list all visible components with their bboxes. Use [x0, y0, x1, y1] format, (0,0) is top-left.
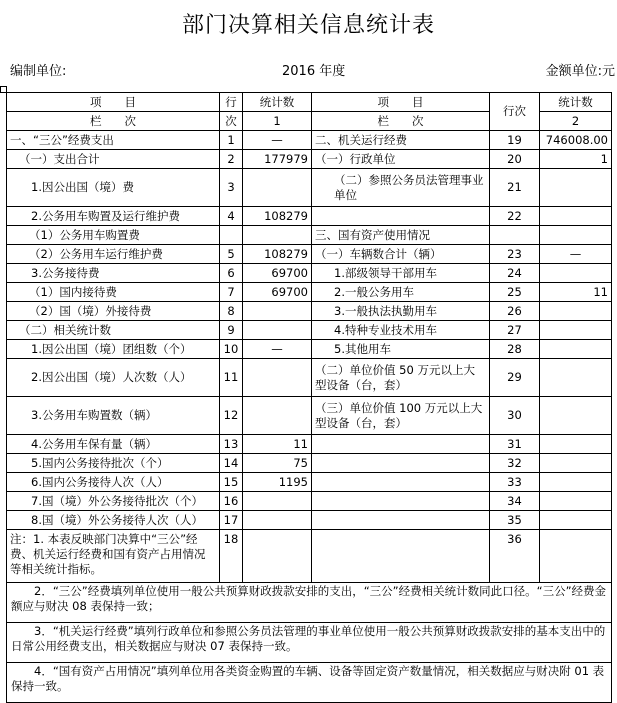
right-stat-value [540, 302, 612, 321]
left-row-no: 17 [220, 511, 243, 530]
table-row [7, 283, 612, 302]
footnote-text: 2．“三公”经费填列单位使用一般公共预算财政拨款安排的支出，“三公”经费相关统计数同此口径。“三公”经费金额应与财决 08 表保持一致； [7, 583, 612, 623]
left-stat-value [243, 226, 312, 245]
right-row-no: 21 [490, 169, 540, 207]
left-item: 6.国内公务接待人次（人） [7, 473, 220, 492]
left-row-no: 16 [220, 492, 243, 511]
footnote-text: 4．“国有资产占用情况”填列单位用各类资金购置的车辆、设备等固定资产数量情况，相关数据应与财决附 01 表保持一致。 [7, 663, 612, 703]
left-row-no: 2 [220, 150, 243, 169]
left-stat-value [243, 359, 312, 397]
left-stat-value [243, 397, 312, 435]
amount-unit-label: 金额单位:元 [545, 64, 615, 79]
header-item: 项 目 [7, 93, 220, 112]
left-item: 2.公务用车购置及运行维护费 [7, 207, 220, 226]
right-stat-value [540, 321, 612, 340]
right-item: （三）单位价值 100 万元以上大型设备（台，套） [312, 397, 490, 435]
right-row-no: 25 [490, 283, 540, 302]
footnote-row [7, 583, 612, 623]
table-row [7, 511, 612, 530]
right-row-no: 19 [490, 131, 540, 150]
right-item [312, 435, 490, 454]
left-stat-value: 1195 [243, 473, 312, 492]
right-row-no: 33 [490, 473, 540, 492]
left-stat-value [243, 321, 312, 340]
fiscal-year: 2016 年度 [282, 64, 346, 79]
right-row-no: 23 [490, 245, 540, 264]
right-row-no: 28 [490, 340, 540, 359]
right-stat-value [540, 530, 612, 583]
left-stat-value [243, 302, 312, 321]
header-col: 栏 次 [7, 112, 220, 131]
left-stat-value [243, 511, 312, 530]
left-stat-value: 108279 [243, 207, 312, 226]
header-col-no-left: 1 [243, 112, 312, 131]
compiling-unit-label: 编制单位: [10, 64, 67, 79]
left-stat-value: — [243, 131, 312, 150]
page-title: 部门决算相关信息统计表 [181, 13, 435, 38]
footnote-row [7, 623, 612, 663]
statistics-table [6, 92, 612, 703]
left-row-no: 10 [220, 340, 243, 359]
left-item: 1.因公出国（境）费 [7, 169, 220, 207]
left-row-no: 5 [220, 245, 243, 264]
right-item: （二）参照公务员法管理事业单位 [312, 169, 490, 207]
right-item [312, 473, 490, 492]
right-row-no: 26 [490, 302, 540, 321]
right-stat-value: 1 [540, 150, 612, 169]
left-stat-value [243, 492, 312, 511]
right-stat-value [540, 264, 612, 283]
right-row-no: 36 [490, 530, 540, 583]
header-row-no-right: 行次 [490, 93, 540, 131]
left-item: 7.国（境）外公务接待批次（个） [7, 492, 220, 511]
right-stat-value [540, 454, 612, 473]
right-item: 二、机关运行经费 [312, 131, 490, 150]
table-row [7, 302, 612, 321]
header-row [7, 93, 612, 112]
header-stat-left: 统计数 [243, 93, 312, 112]
left-row-no: 6 [220, 264, 243, 283]
right-row-no: 27 [490, 321, 540, 340]
left-item: （一）支出合计 [7, 150, 220, 169]
right-item: 4.特种专业技术用车 [312, 321, 490, 340]
left-item: 3.公务用车购置数（辆） [7, 397, 220, 435]
left-row-no: 3 [220, 169, 243, 207]
left-row-no: 15 [220, 473, 243, 492]
left-stat-value: 177979 [243, 150, 312, 169]
right-stat-value [540, 492, 612, 511]
right-row-no: 24 [490, 264, 540, 283]
right-item [312, 511, 490, 530]
left-item: （2）公务用车运行维护费 [7, 245, 220, 264]
right-row-no: 20 [490, 150, 540, 169]
left-item: 5.国内公务接待批次（个） [7, 454, 220, 473]
left-row-no: 14 [220, 454, 243, 473]
table-row [7, 207, 612, 226]
left-stat-value: 11 [243, 435, 312, 454]
table-row [7, 473, 612, 492]
right-item: （一）车辆数合计（辆） [312, 245, 490, 264]
right-stat-value: 11 [540, 283, 612, 302]
table-row [7, 169, 612, 207]
header-col-right: 栏 次 [312, 112, 490, 131]
left-row-no: 4 [220, 207, 243, 226]
table-row [7, 397, 612, 435]
right-item: 5.其他用车 [312, 340, 490, 359]
right-stat-value [540, 473, 612, 492]
left-item: 1.因公出国（境）团组数（个） [7, 340, 220, 359]
footnote-row [7, 663, 612, 703]
right-stat-value [540, 340, 612, 359]
right-row-no: 35 [490, 511, 540, 530]
right-stat-value [540, 207, 612, 226]
right-item: （一）行政单位 [312, 150, 490, 169]
table-row [7, 264, 612, 283]
header-col-no-right: 2 [540, 112, 612, 131]
table-row [7, 245, 612, 264]
right-row-no [490, 226, 540, 245]
left-row-no: 9 [220, 321, 243, 340]
right-item: 2.一般公务用车 [312, 283, 490, 302]
table-row [7, 359, 612, 397]
header-item-right: 项 目 [312, 93, 490, 112]
header-row-no-a: 行 [220, 93, 243, 112]
table-row [7, 340, 612, 359]
left-row-no: 12 [220, 397, 243, 435]
left-stat-value: 69700 [243, 264, 312, 283]
left-stat-value: 75 [243, 454, 312, 473]
table-row [7, 131, 612, 150]
right-stat-value [540, 169, 612, 207]
right-item [312, 530, 490, 583]
left-stat-value [243, 169, 312, 207]
table-row [7, 454, 612, 473]
left-item: （2）国（境）外接待费 [7, 302, 220, 321]
left-item: 2.因公出国（境）人次数（人） [7, 359, 220, 397]
right-item [312, 492, 490, 511]
left-item: 一、“三公”经费支出 [7, 131, 220, 150]
table-row [7, 226, 612, 245]
left-stat-value: 108279 [243, 245, 312, 264]
right-stat-value: 746008.00 [540, 131, 612, 150]
right-item: 1.部级领导干部用车 [312, 264, 490, 283]
table-row [7, 435, 612, 454]
left-item: （1）公务用车购置费 [7, 226, 220, 245]
left-item: （1）国内接待费 [7, 283, 220, 302]
table-row [7, 492, 612, 511]
right-item: 3.一般执法执勤用车 [312, 302, 490, 321]
right-item [312, 207, 490, 226]
left-row-no: 8 [220, 302, 243, 321]
left-item: 3.公务接待费 [7, 264, 220, 283]
header-stat-right: 统计数 [540, 93, 612, 112]
right-stat-value [540, 511, 612, 530]
footnote-text: 3．“机关运行经费”填列行政单位和参照公务员法管理的事业单位使用一般公共预算财政拨款安排的基本支出中的日常公用经费支出，相关数据应与财决 07 表保持一致。 [7, 623, 612, 663]
right-item: 三、国有资产使用情况 [312, 226, 490, 245]
right-row-no: 32 [490, 454, 540, 473]
right-stat-value [540, 397, 612, 435]
left-item: 4.公务用车保有量（辆） [7, 435, 220, 454]
right-stat-value [540, 359, 612, 397]
right-row-no: 29 [490, 359, 540, 397]
note-text: 注：1. 本表反映部门决算中“三公”经费、机关运行经费和国有资产占用情况等相关统计指标。 [7, 530, 220, 583]
left-row-no: 7 [220, 283, 243, 302]
left-stat-value: 69700 [243, 283, 312, 302]
note-row [7, 530, 612, 583]
left-item: 8.国（境）外公务接待人次（人） [7, 511, 220, 530]
table-row [7, 321, 612, 340]
left-row-no: 18 [220, 530, 243, 583]
right-row-no: 30 [490, 397, 540, 435]
table-row [7, 150, 612, 169]
left-stat-value: — [243, 340, 312, 359]
left-row-no: 1 [220, 131, 243, 150]
left-row-no: 11 [220, 359, 243, 397]
left-row-no: 13 [220, 435, 243, 454]
right-row-no: 22 [490, 207, 540, 226]
right-stat-value: — [540, 245, 612, 264]
right-row-no: 34 [490, 492, 540, 511]
left-stat-value [243, 530, 312, 583]
right-stat-value [540, 435, 612, 454]
left-row-no [220, 226, 243, 245]
right-item: （二）单位价值 50 万元以上大型设备（台，套） [312, 359, 490, 397]
left-item: （二）相关统计数 [7, 321, 220, 340]
right-stat-value [540, 226, 612, 245]
header-row-no-b: 次 [220, 112, 243, 131]
right-row-no: 31 [490, 435, 540, 454]
right-item [312, 454, 490, 473]
